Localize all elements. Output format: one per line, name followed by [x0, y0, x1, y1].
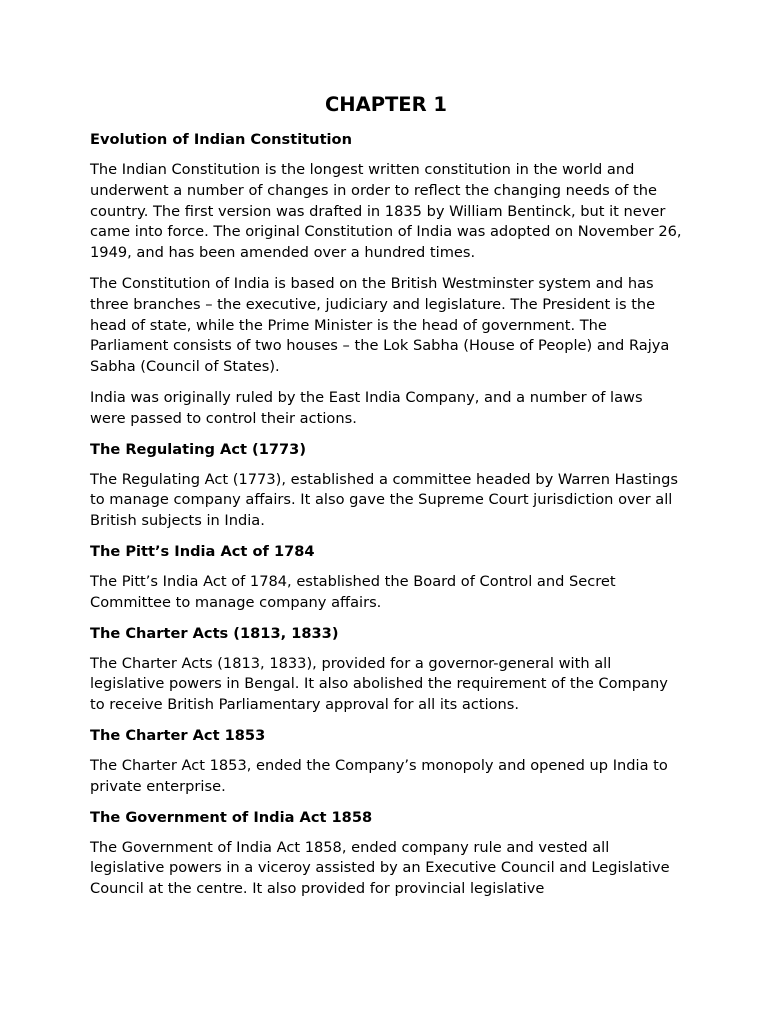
section-heading-evolution: Evolution of Indian Constitution: [90, 131, 352, 148]
section-heading-government-of-india-act-1858: The Government of India Act 1858: [90, 808, 373, 826]
section-heading-charter-acts: The Charter Acts (1813, 1833): [90, 624, 339, 642]
section-heading-pitts-india-act: The Pitt’s India Act of 1784: [90, 542, 315, 560]
chapter-title: CHAPTER 1: [324, 93, 447, 116]
section-heading-charter-act-1853: The Charter Act 1853: [90, 726, 266, 744]
section-heading-regulating-act: The Regulating Act (1773): [90, 440, 306, 458]
paragraph-westminster-system: The Constitution of India is based on the British Westminster system and has three branches – the executive, judiciary and legislature. The President is the head of state, while the Prime Minister is the head of government. The Parliament consists of two houses – the Lok Sabha (House of People) and Rajya Sabha (Council of States).: [90, 274, 670, 376]
paragraph-charter-act-1853: The Charter Act 1853, ended the Company’s monopoly and opened up India to private enterprise.: [90, 756, 668, 795]
document-body: [90, 92, 682, 910]
paragraph-charter-acts: The Charter Acts (1813, 1833), provided for a governor-general with all legislative powers in Bengal. It also abolished the requirement of the Company to receive British Parliamentary approval for all its actions.: [90, 654, 668, 714]
paragraph-regulating-act: The Regulating Act (1773), established a committee headed by Warren Hastings to manage company affairs. It also gave the Supreme Court jurisdiction over all British subjects in India.: [90, 470, 679, 530]
paragraph-east-india-company: India was originally ruled by the East India Company, and a number of laws were passed to control their actions.: [90, 388, 643, 427]
paragraph-constitution-intro: The Indian Constitution is the longest written constitution in the world and underwent a number of changes in order to reflect the changing needs of the country. The first version was drafted in 1835 by William Bentinck, but it never came into force. The original Constitution of India was adopted on November 26, 1949, and has been amended over a hundred times.: [90, 161, 682, 262]
paragraph-pitts-india-act: The Pitt’s India Act of 1784, established the Board of Control and Secret Committee to manage company affairs.: [90, 572, 616, 611]
paragraph-government-of-india-act-1858: The Government of India Act 1858, ended company rule and vested all legislative powers in a viceroy assisted by an Executive Council and Legislative Council at the centre. It also provided for provincial legislative: [90, 838, 670, 898]
